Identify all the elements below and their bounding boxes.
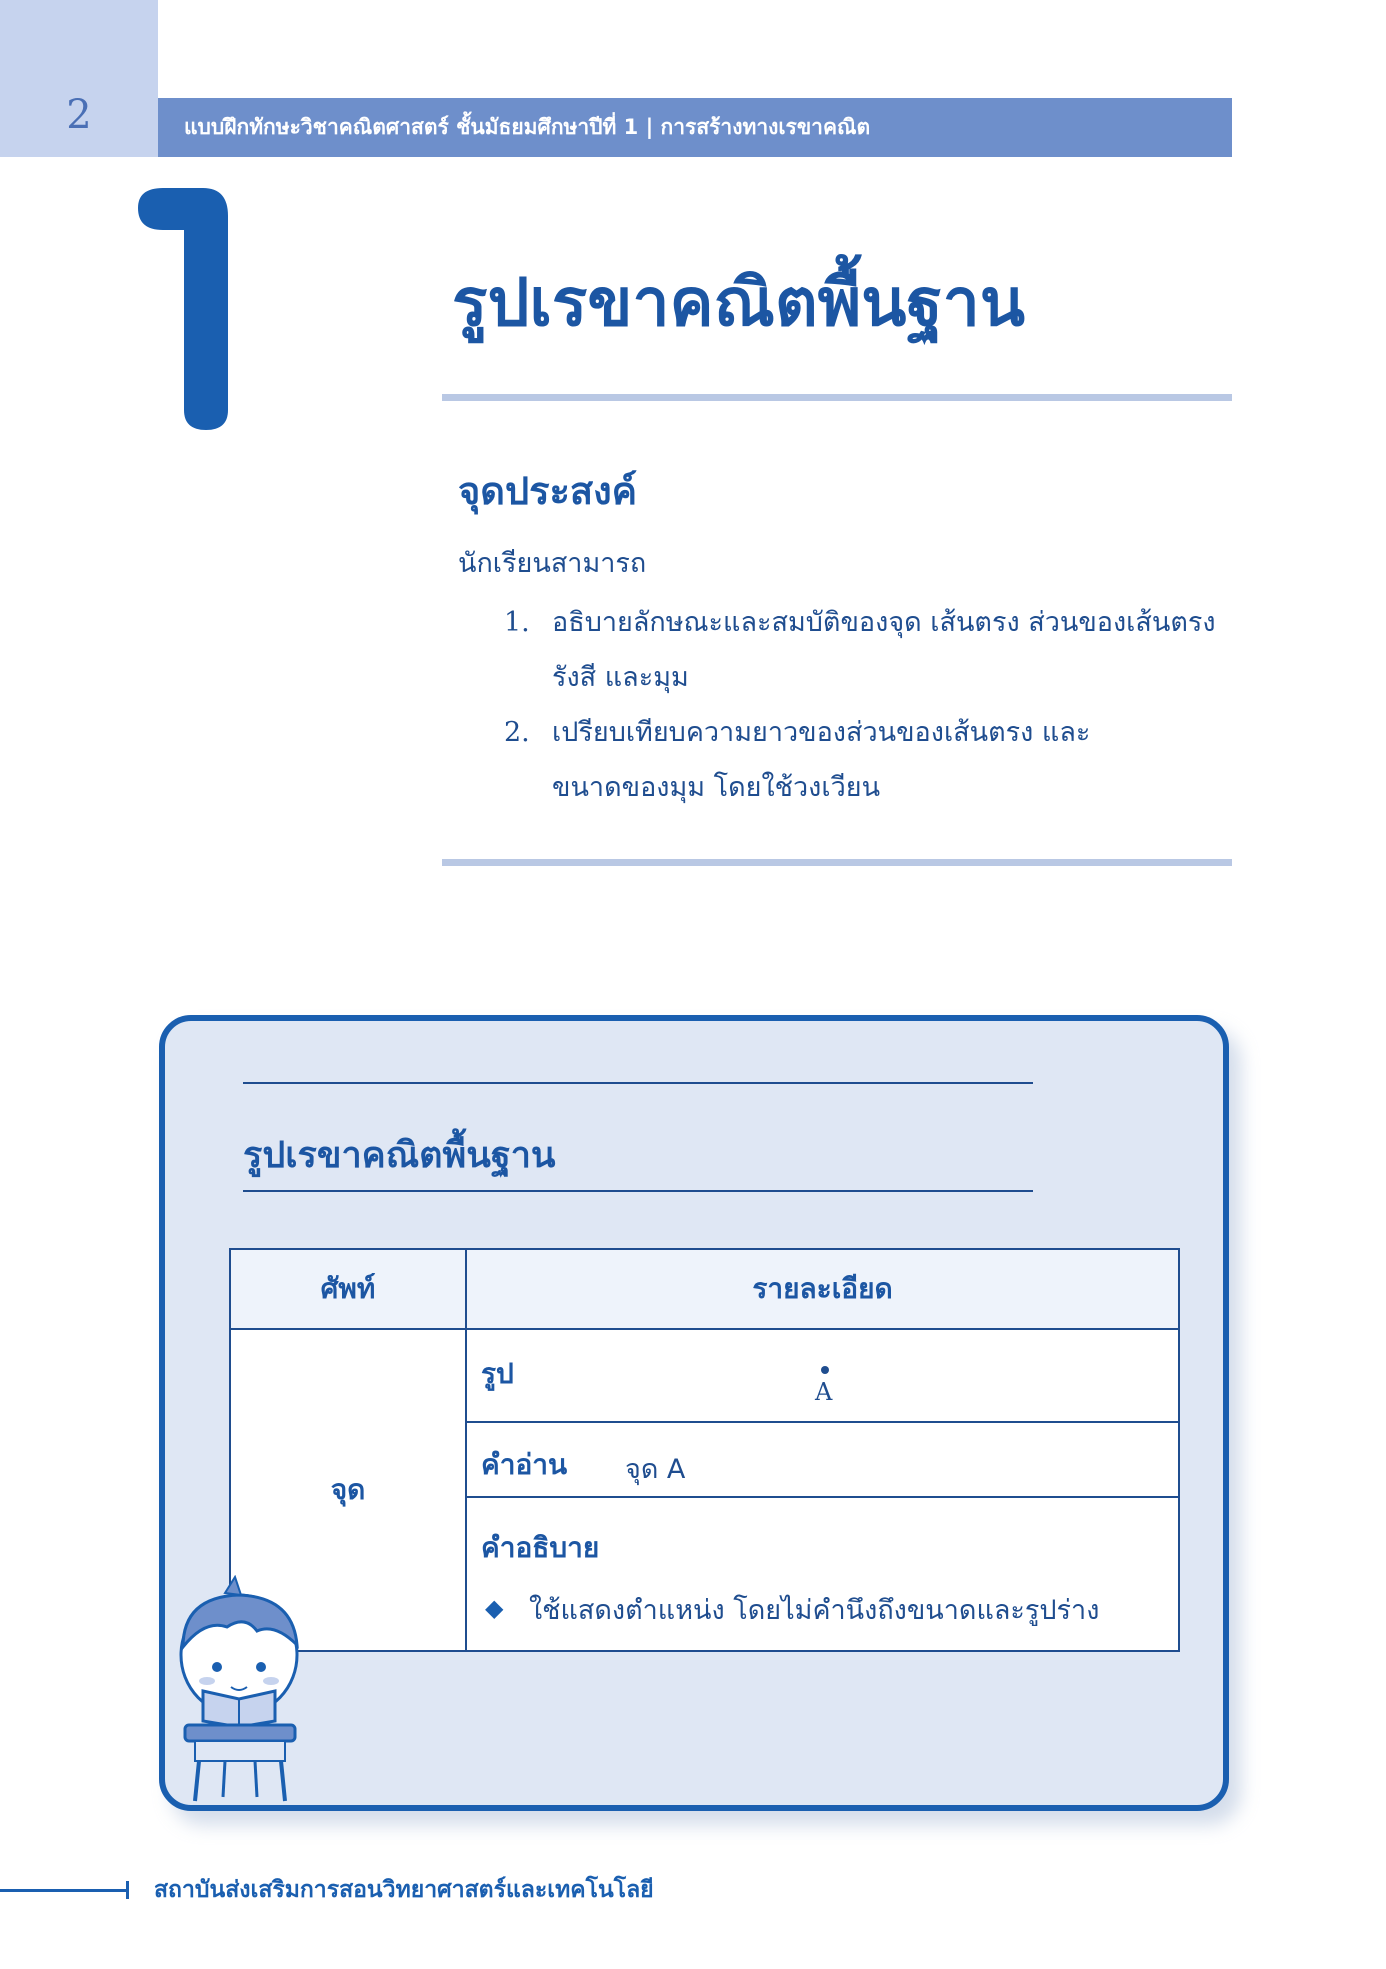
- point-dot-icon: [821, 1366, 829, 1374]
- description-text: ใช้แสดงตำแหน่ง โดยไม่คำนึงถึงขนาดและรูปร่าง: [529, 1595, 1100, 1626]
- footer-publisher: สถาบันส่งเสริมการสอนวิทยาศาสตร์และเทคโนโลยี: [154, 1877, 654, 1903]
- objective-number: 1.: [504, 607, 530, 638]
- objective-line: อธิบายลักษณะและสมบัติของจุด เส้นตรง ส่วนของเส้นตรง: [552, 607, 1216, 638]
- objective-line: ขนาดของมุม โดยใช้วงเวียน: [552, 772, 881, 803]
- chapter-title: รูปเรขาคณิตพื้นฐาน: [452, 264, 1025, 341]
- box-title-rule-bottom: [243, 1190, 1033, 1192]
- chapter-number-glyph: [118, 178, 268, 438]
- figure-label: รูป: [481, 1357, 514, 1390]
- student-reading-icon: [165, 1575, 315, 1805]
- objective-item: [504, 705, 1244, 815]
- objectives-list: [504, 595, 1244, 815]
- objective-number: 2.: [504, 717, 530, 748]
- divider-top: [442, 394, 1232, 401]
- column-header-term: ศัพท์: [230, 1249, 466, 1329]
- description-cell: [466, 1497, 1179, 1651]
- terms-table: [229, 1248, 1180, 1652]
- point-label: A: [815, 1378, 833, 1406]
- reading-label: คำอ่าน: [481, 1448, 568, 1481]
- box-title-rule-top: [243, 1082, 1033, 1084]
- definition-box: [159, 1015, 1229, 1811]
- running-header: แบบฝึกทักษะวิชาคณิตศาสตร์ ชั้นมัธยมศึกษาปีที่ 1 | การสร้างทางเรขาคณิต: [158, 98, 1232, 157]
- objective-item: [504, 595, 1244, 705]
- student-reading-illustration: [165, 1575, 315, 1805]
- footer-rule: [0, 1889, 128, 1892]
- term-point: จุด: [230, 1329, 466, 1651]
- objective-line: รังสี และมุม: [552, 662, 689, 693]
- footer-rule-tick: [126, 1881, 129, 1899]
- box-title: รูปเรขาคณิตพื้นฐาน: [243, 1135, 556, 1176]
- objective-text: [552, 705, 1090, 815]
- figure-cell: [466, 1329, 1179, 1422]
- objectives-heading: จุดประสงค์: [458, 469, 638, 513]
- objective-line: เปรียบเทียบความยาวของส่วนของเส้นตรง และ: [552, 717, 1091, 748]
- table-row: [230, 1329, 1179, 1422]
- description-label: คำอธิบาย: [481, 1531, 600, 1564]
- objectives-intro: นักเรียนสามารถ: [458, 548, 647, 579]
- chapter-number: [118, 178, 268, 438]
- reading-value: จุด A: [625, 1454, 686, 1485]
- objective-text: [552, 595, 1216, 705]
- page-number: 2: [66, 92, 92, 138]
- reading-cell: [466, 1422, 1179, 1497]
- column-header-detail: รายละเอียด: [466, 1249, 1179, 1329]
- table-header-row: [230, 1249, 1179, 1329]
- diamond-bullet-icon: ◆: [485, 1594, 504, 1622]
- divider-bottom: [442, 859, 1232, 866]
